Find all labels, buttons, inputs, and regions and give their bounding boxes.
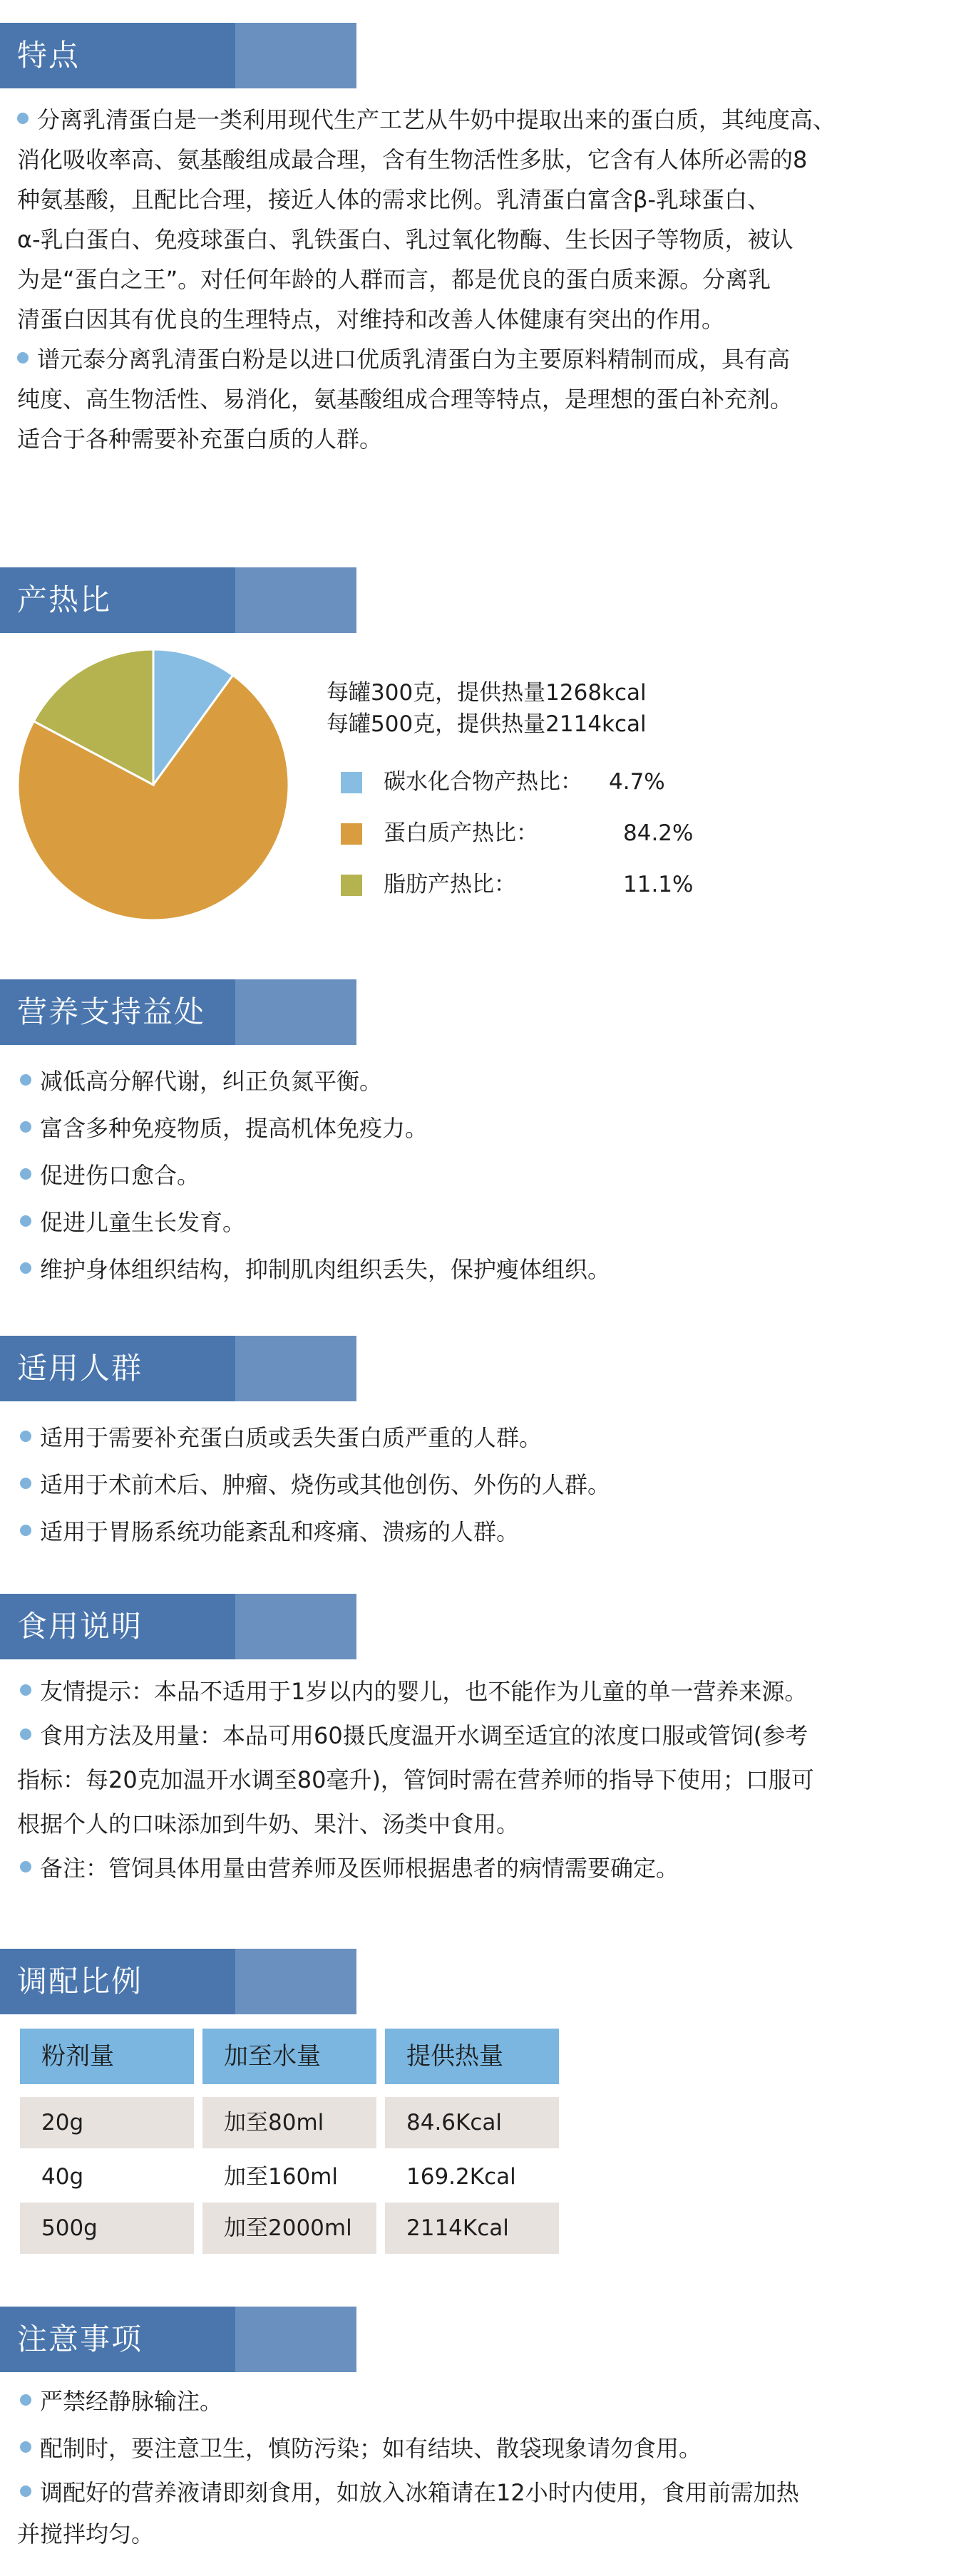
- legend-swatch: [341, 772, 362, 793]
- usage-tip: 友情提示：本品不适用于1岁以内的婴儿，也不能作为儿童的单一营养来源。: [20, 1669, 961, 1714]
- list-item: 适用于术前术后、肿瘤、烧伤或其他创伤、外伤的人群。: [20, 1461, 961, 1508]
- section-title: 适用人群: [17, 1351, 143, 1386]
- bullet-icon: [20, 1074, 31, 1086]
- bullet-icon: [20, 1121, 31, 1133]
- list-item: 适用于胃肠系统功能紊乱和疼痛、溃疡的人群。: [20, 1508, 961, 1555]
- usage-method-cont: 指标：每20克加温开水调至80毫升)，管饲时需在营养师的指导下使用；口服可: [17, 1766, 814, 1793]
- legend-label: 蛋白质产热比：: [384, 820, 538, 846]
- section-title: 注意事项: [17, 2322, 143, 2356]
- list-item-cont: 并搅拌均匀。: [17, 2520, 155, 2547]
- section-title: 产热比: [17, 582, 112, 617]
- usage-remark: 备注：管饲具体用量由营养师及医师根据患者的病情需要确定。: [20, 1846, 961, 1890]
- legend-value: 4.7%: [609, 769, 665, 795]
- features-paragraph-1: 分离乳清蛋白是一类利用现代生产工艺从牛奶中提取出来的蛋白质，其纯度高、 消化吸收率高、氨基酸组成最合理，含有生物活性多肽，它含有人体所必需的8 种氨基酸，且配比合理，接近人体的需求比例。乳清蛋白富含β-乳球蛋白、 α-乳白蛋白、免疫球蛋白、乳铁蛋白、乳过氧化物酶、生长因子等物质，被认 为是“蛋白之王”。对任何年龄的人群而言，都是优良的蛋白质来源。分离乳 清蛋白因其有优良的生理特点，对维持和改善人体健康有突出的作用。: [17, 106, 836, 333]
- energy-pie-chart: [16, 647, 291, 922]
- features-paragraph-2: 谱元泰分离乳清蛋白粉是以进口优质乳清蛋白为主要原料精制而成，具有高 纯度、高生物活性、易消化，氨基酸组成合理等特点，是理想的蛋白补充剂。 适合于各种需要补充蛋白质的人群。: [17, 346, 793, 453]
- bullet-icon: [20, 1168, 31, 1180]
- audience-list: [20, 1414, 961, 1555]
- bullet-icon: [20, 1262, 31, 1274]
- legend-value: 84.2%: [623, 820, 694, 846]
- bullet-icon: [20, 1684, 31, 1696]
- table-cell: 500g: [20, 2203, 194, 2254]
- list-item: 富含多种免疫物质，提高机体免疫力。: [20, 1105, 961, 1152]
- table-header-water: 加至水量: [202, 2029, 376, 2084]
- section-header-energy: [0, 567, 356, 633]
- section-title: 营养支持益处: [17, 994, 206, 1029]
- bullet-icon: [20, 1729, 31, 1740]
- legend-label: 碳水化合物产热比：: [384, 769, 582, 795]
- table-cell: 40g: [41, 2164, 84, 2190]
- table-cell: 169.2Kcal: [406, 2164, 516, 2190]
- bullet-icon: [20, 1215, 31, 1227]
- usage-method-cont: 根据个人的口味添加到牛奶、果汁、汤类中食用。: [17, 1810, 520, 1838]
- section-title: 调配比例: [17, 1964, 143, 1999]
- section-header-ratio: [0, 1949, 356, 2014]
- section-title: 食用说明: [17, 1609, 143, 1644]
- legend-value: 11.1%: [623, 872, 694, 897]
- section-header-audience: [0, 1336, 356, 1401]
- usage-method: 食用方法及用量：本品可用60摄氏度温开水调至适宜的浓度口服或管饲(参考: [20, 1714, 961, 1758]
- benefits-list: [20, 1058, 961, 1293]
- section-header-notes: [0, 2307, 356, 2372]
- energy-info-500g: 每罐500克，提供热量2114kcal: [327, 711, 647, 737]
- features-text: [17, 100, 958, 459]
- bullet-icon: [20, 2441, 31, 2453]
- table-cell: 20g: [20, 2097, 194, 2148]
- table-header-powder: 粉剂量: [20, 2029, 194, 2084]
- section-title: 特点: [17, 38, 81, 73]
- bullet-icon: [20, 2394, 31, 2406]
- table-cell: 加至2000ml: [202, 2203, 376, 2254]
- bullet-icon: [20, 1525, 31, 1536]
- usage-text: [17, 1669, 961, 1890]
- section-header-features: [0, 23, 356, 88]
- section-header-usage: [0, 1594, 356, 1659]
- notes-list: [17, 2378, 961, 2555]
- table-header-energy: 提供热量: [385, 2029, 559, 2084]
- legend-swatch: [341, 875, 362, 896]
- list-item: 适用于需要补充蛋白质或丢失蛋白质严重的人群。: [20, 1414, 961, 1461]
- list-item: 严禁经静脉输注。: [20, 2378, 961, 2425]
- list-item: 促进伤口愈合。: [20, 1152, 961, 1199]
- list-item: 减低高分解代谢，纠正负氮平衡。: [20, 1058, 961, 1105]
- bullet-icon: [20, 1431, 31, 1442]
- legend-label: 脂肪产热比：: [384, 872, 516, 897]
- table-cell: 加至80ml: [202, 2097, 376, 2148]
- energy-info-300g: 每罐300克，提供热量1268kcal: [327, 680, 647, 706]
- list-item: 配制时，要注意卫生，慎防污染；如有结块、散袋现象请勿食用。: [20, 2425, 961, 2472]
- table-cell: 2114Kcal: [385, 2203, 559, 2254]
- list-item: 调配好的营养液请即刻食用，如放入冰箱请在12小时内使用，食用前需加热: [20, 2472, 961, 2513]
- bullet-icon: [17, 113, 29, 124]
- list-item: 促进儿童生长发育。: [20, 1199, 961, 1246]
- list-item: 维护身体组织结构，抑制肌肉组织丢失，保护瘦体组织。: [20, 1246, 961, 1293]
- bullet-icon: [20, 1861, 31, 1872]
- bullet-icon: [20, 2485, 31, 2497]
- legend-swatch: [341, 823, 362, 845]
- bullet-icon: [17, 352, 29, 364]
- table-cell: 加至160ml: [224, 2164, 338, 2190]
- section-header-benefits: [0, 979, 356, 1045]
- bullet-icon: [20, 1478, 31, 1489]
- table-cell: 84.6Kcal: [385, 2097, 559, 2148]
